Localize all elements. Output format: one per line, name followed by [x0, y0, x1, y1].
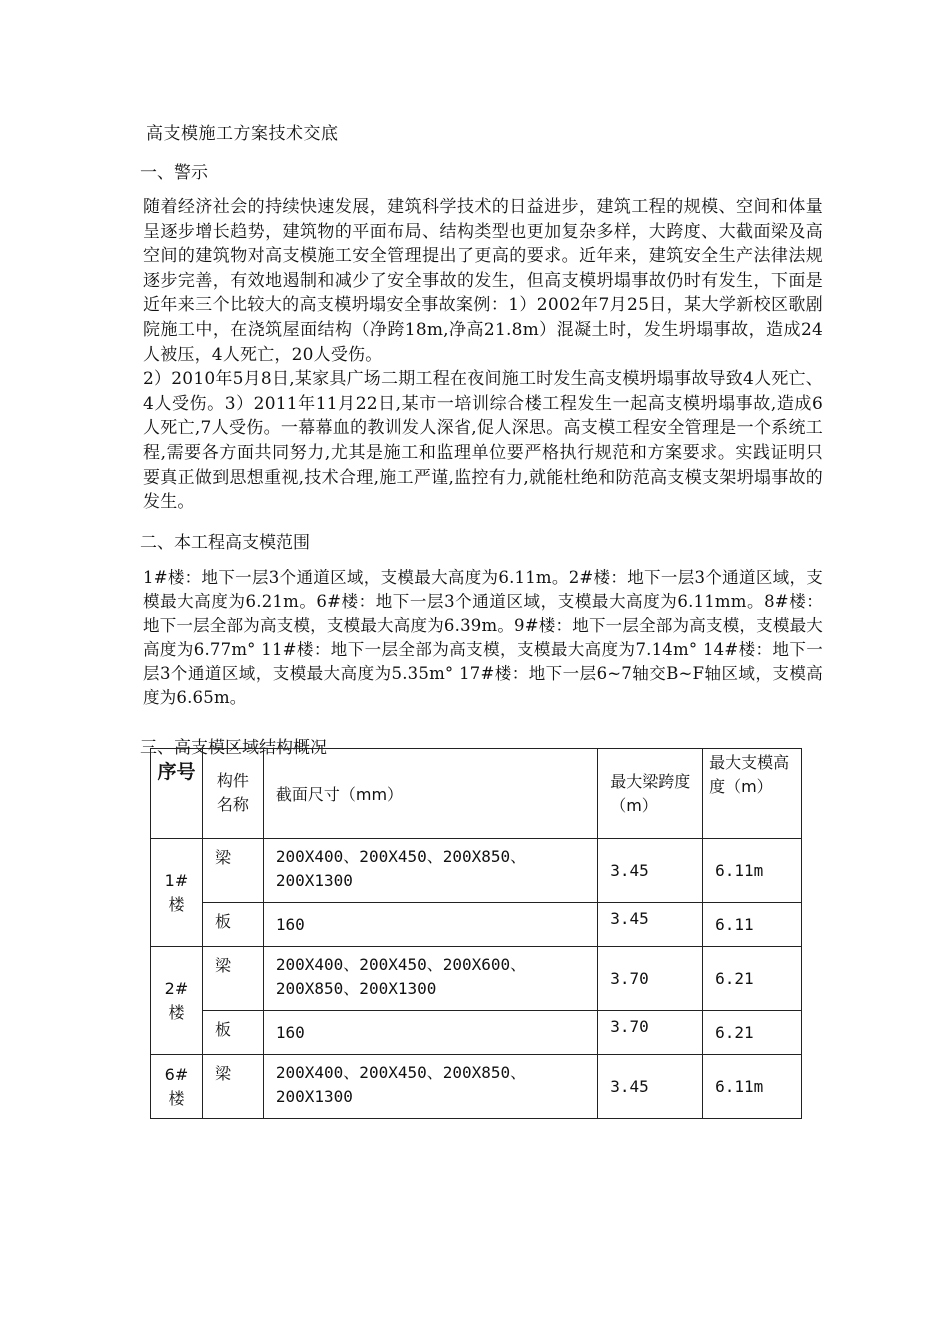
document-title: 高支模施工方案技术交底 [146, 124, 339, 144]
component-type-cell: 梁 [202, 1055, 263, 1119]
section-size-cell: 160 [263, 1011, 597, 1055]
component-type-cell: 板 [202, 1011, 263, 1055]
section-heading-scope: 二、本工程高支模范围 [140, 533, 310, 553]
header-component-name: 构件名称 [202, 749, 263, 839]
span-cell: 3.45 [598, 1055, 703, 1119]
header-max-span: 最大梁跨度（m） [598, 749, 703, 839]
section-heading-warning: 一、警示 [140, 163, 208, 183]
section-size-cell: 200X400、200X450、200X850、200X1300 [263, 1055, 597, 1119]
table-row [151, 1055, 802, 1119]
building-cell: 2#楼 [151, 947, 203, 1055]
height-cell: 6.11 [703, 903, 802, 947]
building-cell: 1#楼 [151, 839, 203, 947]
section-size-cell: 160 [263, 903, 597, 947]
span-cell: 3.45 [598, 903, 703, 947]
warning-text: 随着经济社会的持续快速发展，建筑科学技术的日益进步，建筑工程的规模、空间和体量呈逐步增长趋势，建筑物的平面布局、结构类型也更加复杂多样，大跨度、大截面梁及高空间的建筑物对高支模施工安全管理提出了更高的要求。近年来，建筑安全生产法律法规逐步完善，有效地遏制和减少了安全事故的发生，但高支模坍塌事故仍时有发生，下面是近年来三个比较大的高支模坍塌安全事故案例：1）2002年7月25日，某大学新校区歌剧院施工中，在浇筑屋面结构（净跨18m,净高21.8m）混凝土时，发生坍塌事故，造成24人被压，4人死亡，20人受伤。 [143, 197, 823, 365]
component-type-cell: 梁 [202, 839, 263, 903]
component-type-cell: 板 [202, 903, 263, 947]
component-type-cell: 梁 [202, 947, 263, 1011]
span-cell: 3.45 [598, 839, 703, 903]
section-size-cell: 200X400、200X450、200X600、200X850、200X1300 [263, 947, 597, 1011]
height-cell: 6.21 [703, 1011, 802, 1055]
span-cell: 3.70 [598, 1011, 703, 1055]
table-header-row [151, 749, 802, 839]
building-cell: 6#楼 [151, 1055, 203, 1119]
scope-paragraph: 1#楼：地下一层3个通道区域，支模最大高度为6.11m。2#楼：地下一层3个通道区域，支模最大高度为6.21m。6#楼：地下一层3个通道区域，支模最大高度为6.11mm。8#楼：地下一层全部为高支模，支模最大高度为6.39m。9#楼：地下一层全部为高支模，支模最大高度为6.77m° 11#楼：地下一层全部为高支模，支模最大高度为7.14m° 14#楼：地下一层3个通道区域，支模最大高度为5.35m° 17#楼：地下一层6~7轴交B~F轴区域，支模高度为6.65m。 [143, 568, 823, 707]
height-cell: 6.11m [703, 839, 802, 903]
header-section-size: 截面尺寸（mm） [263, 749, 597, 839]
span-cell: 3.70 [598, 947, 703, 1011]
table-row [151, 839, 802, 903]
warning-paragraph [143, 195, 823, 515]
height-cell: 6.21 [703, 947, 802, 1011]
structure-table [150, 748, 802, 1119]
table-row [151, 947, 802, 1011]
section-heading-structure: 三、高支模区域结构概况 [140, 738, 327, 758]
header-max-height: 最大支模高度（m） [703, 749, 802, 839]
table-row [151, 903, 802, 947]
height-cell: 6.11m [703, 1055, 802, 1119]
warning-text-continued: 2）2010年5月8日,某家具广场二期工程在夜间施工时发生高支模坍塌事故导致4人死亡、4人受伤。3）2011年11月22日,某市一培训综合楼工程发生一起高支模坍塌事故,造成6人死亡,7人受伤。一幕幕血的教训发人深省,促人深思。高支模工程安全管理是一个系统工程,需要各方面共同努力,尤其是施工和监理单位要严格执行规范和方案要求。实践证明只要真正做到思想重视,技术合理,施工严谨,监控有力,就能杜绝和防范高支模支架坍塌事故的发生。 [143, 369, 823, 513]
header-seq: 序号 [151, 749, 203, 839]
section-size-cell: 200X400、200X450、200X850、200X1300 [263, 839, 597, 903]
table-row [151, 1011, 802, 1055]
